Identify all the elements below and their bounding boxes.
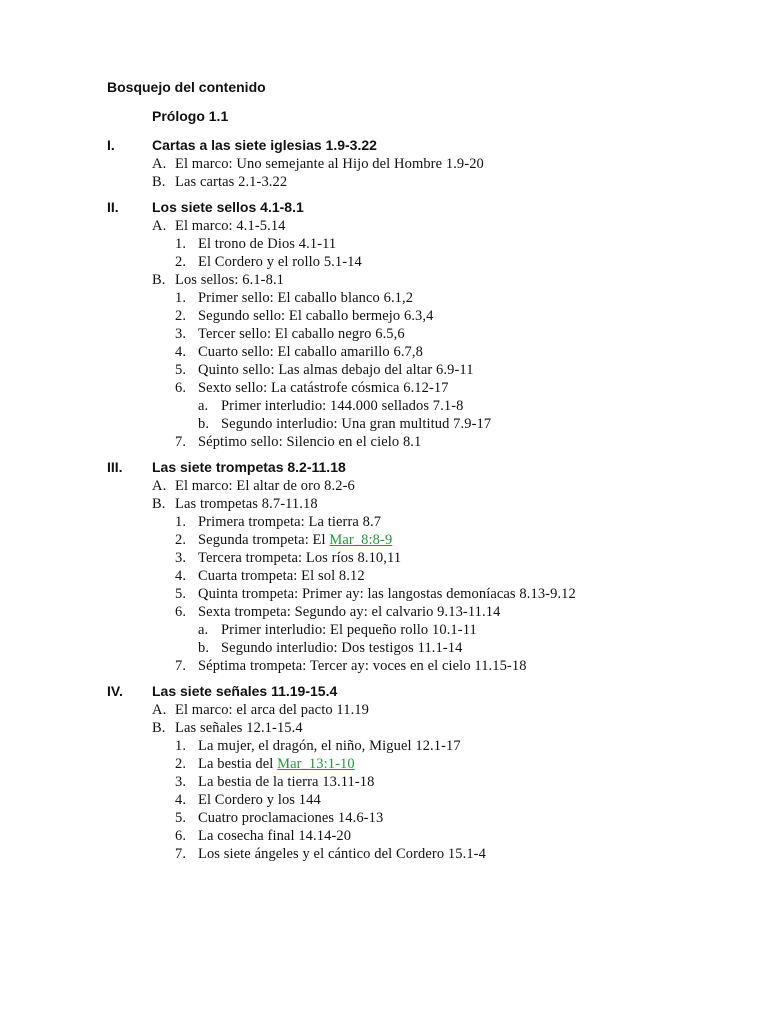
outline-subitem-marker: 7. [175,658,187,674]
outline-subitem-text: La bestia del [198,756,278,772]
outline-subitem-marker: 2. [175,308,187,324]
outline-subitem-marker: 5. [175,810,187,826]
outline-subitem-marker: 1. [175,738,187,754]
prologue: Prólogo 1.1 [152,108,229,124]
section-heading: Las siete señales 11.19-15.4 [152,683,338,699]
outline-item-marker: A. [152,478,167,494]
outline-item-marker: A. [152,702,167,718]
outline-subitem [198,586,576,603]
section-numeral: I. [107,137,115,153]
outline-subitem [198,550,401,567]
outline-subitem-text: Sexto sello: La catástrofe cósmica 6.12-17 [198,380,449,396]
outline-subitem [198,254,362,271]
document-title: Bosquejo del contenido [107,79,266,95]
outline-subitem [198,604,500,621]
section-numeral: III. [107,459,123,475]
outline-subsubitem [221,622,477,639]
outline-subitem-text: Cuarto sello: El caballo amarillo 6.7,8 [198,344,423,360]
outline-subitem-marker: 4. [175,568,187,584]
outline-subitem [198,344,423,361]
outline-subitem-text: Séptimo sello: Silencio en el cielo 8.1 [198,434,422,450]
outline-item [175,702,369,719]
outline-subitem [198,846,486,863]
outline-subitem-text: Séptima trompeta: Tercer ay: voces en el cielo 11.15-18 [198,658,527,674]
outline-subsubitem-marker: a. [198,622,209,638]
outline-subitem-text: Quinta trompeta: Primer ay: las langostas demoníacas 8.13-9.12 [198,586,576,602]
outline-subsubitem [221,416,491,433]
outline-subitem-marker: 1. [175,514,187,530]
outline-subitem-marker: 3. [175,550,187,566]
outline-subsubitem-marker: a. [198,398,209,414]
section-heading: Cartas a las siete iglesias 1.9-3.22 [152,137,377,153]
outline-subitem-marker: 3. [175,774,187,790]
outline-item-text: Las trompetas 8.7-11.18 [175,496,318,512]
outline-subitem [198,738,461,755]
outline-subitem [198,792,321,809]
outline-subitem-marker: 6. [175,828,187,844]
outline-subitem [198,828,351,845]
outline-subitem-text: Primer sello: El caballo blanco 6.1,2 [198,290,414,306]
section-numeral: IV. [107,683,123,699]
outline-subsubitem [221,398,464,415]
outline-subitem-marker: 1. [175,236,187,252]
outline-subitem-marker: 6. [175,380,187,396]
outline-item [175,272,284,289]
outline-subitem [198,308,433,325]
outline-subitem-marker: 5. [175,586,187,602]
outline-subitem [198,236,336,253]
outline-subitem-text: La mujer, el dragón, el niño, Miguel 12.1-17 [198,738,461,754]
outline-subitem-text: Segunda trompeta: El [198,532,330,548]
section-numeral: II. [107,199,119,215]
outline-subitem [198,756,355,773]
outline-item-marker: B. [152,272,166,288]
outline-subitem-text: Segundo sello: El caballo bermejo 6.3,4 [198,308,434,324]
outline-subitem [198,810,383,827]
outline-subitem-marker: 3. [175,326,187,342]
section-heading: Las siete trompetas 8.2-11.18 [152,459,346,475]
outline-item [175,156,484,173]
outline-subitem-marker: 7. [175,846,187,862]
outline-item-marker: B. [152,720,166,736]
outline-subitem-text: El Cordero y el rollo 5.1-14 [198,254,362,270]
outline-subsubitem-text: Segundo interludio: Una gran multitud 7.9-17 [221,416,492,432]
outline-subitem [198,514,381,531]
outline-subitem-marker: 2. [175,254,187,270]
outline-subitem-text: Cuarta trompeta: El sol 8.12 [198,568,365,584]
outline-subsubitem-marker: b. [198,416,210,432]
outline-subitem-text: Sexta trompeta: Segundo ay: el calvario 9.13-11.14 [198,604,501,620]
outline-subitem [198,658,527,675]
outline-subitem-text: La bestia de la tierra 13.11-18 [198,774,375,790]
scripture-link[interactable]: Mar_13:1-10 [277,756,355,772]
outline-subitem-text: El trono de Dios 4.1-11 [198,236,337,252]
outline-subitem-marker: 4. [175,792,187,808]
outline-item-text: Las cartas 2.1-3.22 [175,174,288,190]
outline-subitem-marker: 7. [175,434,187,450]
outline-subitem-marker: 6. [175,604,187,620]
outline-item-text: Las señales 12.1-15.4 [175,720,303,736]
outline-subitem [198,362,474,379]
outline-subitem-text: Cuatro proclamaciones 14.6-13 [198,810,384,826]
outline-item-marker: A. [152,218,167,234]
outline-subitem-marker: 1. [175,290,187,306]
outline-subsubitem [221,640,463,657]
outline-subitem [198,568,365,585]
outline-subitem [198,326,405,343]
outline-subitem-text: Los siete ángeles y el cántico del Cordero 15.1-4 [198,846,486,862]
outline-subitem-marker: 2. [175,532,187,548]
outline-subitem [198,774,375,791]
outline-subitem-text: Quinto sello: Las almas debajo del altar 6.9-11 [198,362,474,378]
outline-subitem [198,290,413,307]
outline-subitem-text: El Cordero y los 144 [198,792,321,808]
outline-subitem-marker: 4. [175,344,187,360]
outline-item-text: El marco: el arca del pacto 11.19 [175,702,369,718]
outline-subitem [198,380,449,397]
outline-item [175,496,318,513]
outline-item [175,478,355,495]
outline-subitem-text: La cosecha final 14.14-20 [198,828,352,844]
outline-item-text: El marco: 4.1-5.14 [175,218,286,234]
outline-item [175,218,286,235]
outline-subsubitem-text: Segundo interludio: Dos testigos 11.1-14 [221,640,463,656]
outline-subitem [198,434,421,451]
outline-subitem-marker: 5. [175,362,187,378]
outline-subitem-text: Tercer sello: El caballo negro 6.5,6 [198,326,405,342]
outline-subitem-text: Primera trompeta: La tierra 8.7 [198,514,382,530]
section-heading: Los siete sellos 4.1-8.1 [152,199,304,215]
scripture-link[interactable]: Mar_8:8-9 [329,532,393,548]
outline-item-text: Los sellos: 6.1-8.1 [175,272,285,288]
outline-item-marker: B. [152,496,166,512]
outline-subitem-text: Tercera trompeta: Los ríos 8.10,11 [198,550,402,566]
outline-item [175,720,303,737]
outline-item-marker: A. [152,156,167,172]
outline-subsubitem-text: Primer interludio: 144.000 sellados 7.1-8 [221,398,464,414]
outline-item [175,174,287,191]
outline-item-text: El marco: El altar de oro 8.2-6 [175,478,355,494]
outline-subsubitem-marker: b. [198,640,210,656]
outline-subitem [198,532,392,549]
outline-subsubitem-text: Primer interludio: El pequeño rollo 10.1-11 [221,622,477,638]
outline-item-marker: B. [152,174,166,190]
outline-item-text: El marco: Uno semejante al Hijo del Hombre 1.9-20 [175,156,484,172]
outline-subitem-marker: 2. [175,756,187,772]
